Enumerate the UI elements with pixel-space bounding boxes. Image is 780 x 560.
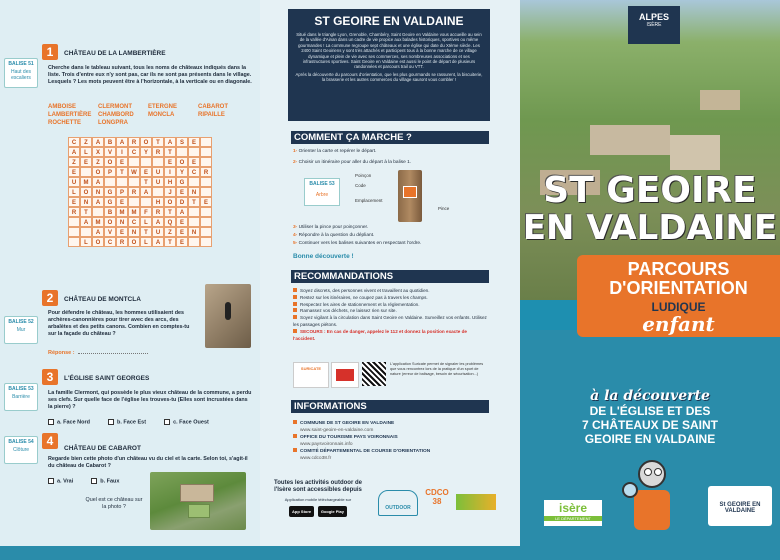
grid-cell[interactable]: Z [80,137,92,147]
grid-cell[interactable]: Z [164,227,176,237]
grid-cell[interactable] [200,147,212,157]
grid-cell[interactable]: E [68,197,80,207]
castle-name: LONGPRA [98,120,128,126]
grid-cell[interactable] [188,237,200,247]
suricate-badge [331,362,359,388]
grid-cell[interactable] [92,207,104,217]
grid-cell[interactable]: N [92,187,104,197]
balise-id: BALISE 51 [8,61,34,67]
panel-activities [0,0,260,560]
grid-cell[interactable]: C [128,147,140,157]
how-step-1: 1- Orienter la carte et repérer le départ. [293,149,377,154]
diagram-pince-label: Pince [438,206,450,211]
grid-cell[interactable]: G [104,187,116,197]
grid-cell[interactable]: A [92,177,104,187]
castle-name: AMBOISE [48,104,77,110]
grid-cell[interactable]: Y [140,147,152,157]
answer-field[interactable] [78,353,148,354]
intro-paragraph-2: Après la découverte du parcours d'orientation, que les plus gourmands se rassurent, la biscuiterie, la brasserie et les autres commerces du village sauront vous combler ! [295,71,483,83]
option-ouest[interactable]: c. Face Ouest [164,419,209,425]
info-item: COMMUNE DE ST GEOIRE EN VALDAINE [293,420,488,428]
info-url[interactable]: www.paysvoironnais.info [300,441,353,447]
grid-cell[interactable]: G [176,177,188,187]
grid-cell[interactable]: P [104,167,116,177]
grid-cell[interactable]: E [68,167,80,177]
grid-cell[interactable]: I [164,167,176,177]
castle-name: CLERMONT [98,104,132,110]
balise-label: Barrière [12,394,30,400]
grid-cell[interactable]: A [152,217,164,227]
grid-cell[interactable]: G [104,197,116,207]
how-step-2: 2- Choisir un itinéraire pour aller du départ à la balise 1. [293,160,412,165]
grid-cell[interactable]: E [188,157,200,167]
grid-cell[interactable]: B [104,137,116,147]
step-2-number: 2 [42,290,58,306]
castle-name: CABAROT [198,104,228,110]
balise-label: Mur [16,327,26,333]
grid-cell[interactable] [188,147,200,157]
intro-title: ST GEOIRE EN VALDAINE [314,14,464,28]
reco-item: Soyez vigilant à la circulation dans Saint Geoire en Valdaine. Surveillez vos enfants. Utilisez les passages piétons. [293,315,487,327]
checkbox[interactable] [164,419,170,425]
balise-52 [4,316,38,344]
grid-cell[interactable]: O [164,197,176,207]
grid-cell[interactable]: L [140,237,152,247]
castle-list [48,103,248,127]
castle-name [148,119,198,127]
grid-cell[interactable]: E [116,227,128,237]
suricate-logo: SURICATE [293,362,329,388]
balise-id: BALISE 52 [8,319,34,325]
grid-cell[interactable]: R [68,207,80,217]
grid-cell[interactable]: O [92,167,104,177]
grid-cell[interactable]: B [104,207,116,217]
reco-item: Ramassez vos déchets, ne laissez rien sur site. [293,308,488,315]
grid-cell[interactable]: H [152,197,164,207]
grid-cell[interactable]: Z [92,157,104,167]
grid-cell[interactable]: T [140,177,152,187]
grid-cell[interactable] [188,217,200,227]
balise-id: BALISE 53 [8,386,34,392]
grid-cell[interactable]: N [188,187,200,197]
alpes-isere-logo: ALPES ISÈRE [628,6,680,44]
grid-cell[interactable]: F [140,207,152,217]
grid-cell[interactable]: U [68,177,80,187]
how-step-3: 3- Utiliser la pince pour poinçonner. [293,225,369,230]
grid-cell[interactable] [68,227,80,237]
balise-53 [4,383,38,411]
balise-diagram-card [304,178,340,206]
grid-cell[interactable]: L [80,147,92,157]
checkbox[interactable] [48,419,54,425]
cdco-logo: CDCO 38 [425,488,449,506]
option-faux[interactable]: b. Faux [91,478,119,484]
grid-cell[interactable]: E [164,157,176,167]
diagram-balise-id: BALISE 53 [309,181,335,187]
grid-cell[interactable]: A [92,137,104,147]
grid-cell[interactable]: E [116,197,128,207]
grid-cell[interactable]: D [176,197,188,207]
grid-cell[interactable]: T [80,207,92,217]
diagram-poincon-label: Poinçon [355,173,372,178]
grid-cell[interactable]: A [116,137,128,147]
cover-title-line-2: EN VALDAINE [522,208,778,248]
grid-cell[interactable] [176,147,188,157]
grid-cell[interactable]: R [116,237,128,247]
step-4-title: CHÂTEAU DE CABAROT [64,445,141,452]
option-vrai[interactable]: a. Vrai [48,478,73,484]
grid-cell[interactable]: U [152,167,164,177]
grid-cell[interactable]: O [104,217,116,227]
grid-cell[interactable] [200,237,212,247]
balise-label: Clôture [12,447,30,453]
grid-cell[interactable] [200,137,212,147]
ludique-label: LUDIQUE [651,300,706,314]
reco-title: RECOMMANDATIONS [291,270,489,283]
step-3-title: L'ÉGLISE SAINT GEORGES [64,375,150,382]
grid-cell[interactable] [200,207,212,217]
bottom-strip [0,546,780,560]
balise-51 [4,58,38,88]
grid-cell[interactable] [152,187,164,197]
grid-cell[interactable]: M [80,177,92,187]
castle-name: LAMBERTIÈRE [48,112,92,118]
step-2-question: Pour défendre le château, les hommes utilisaient des archères-canonnières pour tirer avec des arcs, des arbalètes et des petits canons. Combien en comptes-tu sur la façade du château ? [48,310,190,337]
commune-logo: St GEOIRE EN VALDAINE [708,486,772,526]
grid-cell[interactable]: R [128,137,140,147]
grid-cell[interactable]: N [80,197,92,207]
option-est[interactable]: b. Face Est [108,419,146,425]
grid-cell[interactable]: U [152,177,164,187]
info-list [293,420,488,462]
grid-cell[interactable] [128,197,140,207]
grid-cell[interactable]: T [164,207,176,217]
outdoor-sub: Application mobile téléchargeable sur [284,497,352,502]
grid-cell[interactable]: X [92,147,104,157]
grid-cell[interactable]: A [152,237,164,247]
montcla-photo [205,284,251,348]
grid-cell[interactable]: T [140,227,152,237]
option-nord[interactable]: a. Face Nord [48,419,90,425]
grid-cell[interactable] [116,177,128,187]
grid-cell[interactable]: C [68,137,80,147]
outdoor-logo: OUTDOOR [378,490,418,516]
grid-cell[interactable]: O [80,187,92,197]
grid-cell[interactable]: N [128,227,140,237]
outdoor-promo [272,480,364,518]
grid-cell[interactable]: A [92,227,104,237]
grid-cell[interactable]: A [176,207,188,217]
bonne-decouverte: Bonne découverte ! [293,253,354,260]
answer-line [48,350,148,356]
reco-list [293,288,488,342]
grid-cell[interactable]: I [116,147,128,157]
step-3-question: La famille Clermont, qui possède le plus vieux château de la commune, a perdu ses clefs. Sur quelle face de l'église les trouves-tu (Elles sont incrustées dans la pierre) ? [48,390,252,410]
grid-cell[interactable]: O [92,237,104,247]
app-store-button[interactable]: App Store [289,506,314,517]
how-step-5: 5- Continuer vers les balises suivantes en respectant l'ordre. [293,241,422,246]
grid-cell[interactable]: S [176,137,188,147]
grid-cell[interactable] [104,177,116,187]
grid-cell[interactable]: E [80,157,92,167]
reco-item: Respectez les aires de stationnement et la réglementation. [293,302,488,309]
grid-cell[interactable]: E [176,187,188,197]
step-3-number: 3 [42,369,58,385]
grid-cell[interactable]: A [68,147,80,157]
grid-cell[interactable]: Q [164,217,176,227]
grid-cell[interactable]: E [200,197,212,207]
mascot-illustration [620,452,680,544]
grid-cell[interactable]: E [176,217,188,227]
grid-cell[interactable] [188,177,200,187]
grid-cell[interactable]: E [188,137,200,147]
intro-paragraph-1: Situé dans le triangle Lyon, Grenoble, Chambéry, Saint Geoire en Valdaine vous accueille au sein de la vallée d'Ainan dans un cadre de vie propice aux balades historiques, sportives ou même gourmandes ! La commune regroupe sept châteaux et une église qui date du XIème siècle. Les 2400 Saint Geoiriens y sont très attachés et participent tous à la bonne marche de ce village dynamique et plein de vie avec ses commerces, ses nombreuses associations et ses infrastructures sportives. Saint Geoire en Valdaine est aussi le point de départ de plusieurs randonnées et parcours trail ou VTT. [296,32,482,70]
photo-caption: Quel est ce château sur la photo ? [85,497,143,510]
grid-cell[interactable] [140,197,152,207]
grid-cell[interactable]: N [188,227,200,237]
how-title: COMMENT ÇA MARCHE ? [291,131,489,144]
info-url[interactable]: www.cdco38.fr [300,455,332,461]
grid-cell[interactable]: M [116,207,128,217]
grid-cell[interactable] [68,217,80,227]
grid-cell[interactable]: C [128,217,140,227]
grid-cell[interactable]: T [164,147,176,157]
info-title: INFORMATIONS [291,400,489,413]
isere-department-logo: isère LE DÉPARTEMENT [544,500,602,526]
grid-cell[interactable] [200,157,212,167]
grid-cell[interactable]: P [116,187,128,197]
suricate-text: L'application Suricate permet de signaler les problèmes que vous rencontrez lors de la pratique d'un sport de nature (erreur de balisage, besoin de sécurisation...) [390,362,484,376]
step-1-title: CHÂTEAU DE LA LAMBERTIÈRE [64,50,166,57]
grid-cell[interactable] [68,237,80,247]
grid-cell[interactable] [128,157,140,167]
grid-cell[interactable]: O [176,157,188,167]
checkbox[interactable] [48,478,54,484]
grid-cell[interactable]: E [116,157,128,167]
castle-name: ROCHETTE [48,120,81,126]
grid-cell[interactable]: E [176,227,188,237]
checkbox[interactable] [91,478,97,484]
answer-label: Réponse : [48,350,75,356]
grid-cell[interactable]: V [104,227,116,237]
grid-cell[interactable]: A [92,197,104,207]
partner-logo [456,494,496,510]
grid-cell[interactable] [140,157,152,167]
step-4-options [48,478,119,484]
grid-cell[interactable]: Y [176,167,188,177]
step-2-title: CHÂTEAU DE MONTCLA [64,296,141,303]
checkbox[interactable] [108,419,114,425]
balise-label: Haut des escaliers [10,69,31,81]
step-1-number: 1 [42,44,58,60]
grid-cell[interactable] [200,177,212,187]
grid-cell[interactable]: R [128,187,140,197]
grid-cell[interactable]: U [152,227,164,237]
wooden-post-image [398,170,422,222]
step-1-question: Cherche dans le tableau suivant, tous les noms de châteaux indiqués dans la liste. Trois d'entre eux n'y sont pas, car ils ne sont pas présents dans le village. Lesquels ? Les mots peuvent être à l'horizontale, à la verticale ou en diagonale. [48,65,252,85]
cabarot-aerial-photo [150,472,246,530]
grid-cell[interactable]: M [92,217,104,227]
grid-cell[interactable] [188,207,200,217]
castle-name: MONCLA [148,112,175,118]
reco-item: Restez sur les itinéraires, ne coupez pas à travers les champs. [293,295,488,302]
castle-name [198,119,248,127]
grid-cell[interactable]: M [128,207,140,217]
grid-cell[interactable]: L [68,187,80,197]
diagram-emplacement-label: Emplacement [355,198,383,203]
grid-cell[interactable] [80,167,92,177]
reco-secours: SECOURS : En cas de danger, appelez le 112 et donnez la position exacte de l'accident. [293,328,467,341]
grid-cell[interactable]: T [152,137,164,147]
grid-cell[interactable] [128,177,140,187]
grid-cell[interactable]: R [152,147,164,157]
step-4-question: Regarde bien cette photo d'un château vu du ciel et la carte. Selon toi, s'agit-il du château de Cabarot ? [48,456,248,469]
info-item: COMITÉ DÉPARTEMENTAL DE COURSE D'ORIENTATION [293,448,488,456]
grid-cell[interactable]: A [140,187,152,197]
info-url[interactable]: www.saint-geoire-en-valdaine.com [300,427,374,433]
balise-54 [4,436,38,464]
grid-cell[interactable]: O [140,137,152,147]
outdoor-text: Toutes les activités outdoor de l'Isère sont accessibles depuis [274,480,362,493]
grid-cell[interactable]: N [116,217,128,227]
grid-cell[interactable] [152,157,164,167]
castle-name: RIPAILLE [198,112,225,118]
grid-cell[interactable]: L [140,217,152,227]
grid-cell[interactable]: E [140,167,152,177]
grid-cell[interactable]: C [188,167,200,177]
grid-cell[interactable]: A [164,137,176,147]
grid-cell[interactable]: L [80,237,92,247]
grid-cell[interactable] [200,217,212,227]
grid-cell[interactable]: W [128,167,140,177]
castle-name: ETERGNE [148,104,178,110]
castle-name: CHAMBORD [98,112,134,118]
step-3-options [48,419,209,425]
grid-cell[interactable]: R [200,167,212,177]
grid-cell[interactable] [200,187,212,197]
how-step-4: 4- Répondre à la question du dépliant. [293,233,375,238]
grid-cell[interactable]: T [188,197,200,207]
diagram-code-label: Code [355,183,366,188]
google-play-button[interactable]: Google Play [318,506,347,517]
word-search-grid [68,137,212,247]
grid-cell[interactable]: H [164,177,176,187]
grid-cell[interactable]: C [104,237,116,247]
enfant-label: enfant [642,312,715,336]
grid-cell[interactable]: A [80,217,92,227]
grid-cell[interactable]: J [164,187,176,197]
grid-cell[interactable] [200,227,212,237]
reco-item: Soyez discrets, des personnes vivent et travaillent au quotidien. [293,288,488,295]
grid-cell[interactable] [80,227,92,237]
grid-cell[interactable]: Z [68,157,80,167]
qr-code[interactable] [362,362,386,386]
cover-title-line-1: ST GEOIRE [543,170,757,211]
grid-cell[interactable]: T [164,237,176,247]
grid-cell[interactable]: O [104,157,116,167]
grid-cell[interactable]: T [116,167,128,177]
discovery-text: à la découverte DE L'ÉGLISE ET DES 7 CHÂTEAUX DE SAINT GEOIRE EN VALDAINE [581,388,718,446]
grid-cell[interactable]: R [152,207,164,217]
parcours-title: PARCOURS D'ORIENTATION [609,259,748,298]
intro-box [288,9,490,121]
grid-cell[interactable]: O [128,237,140,247]
grid-cell[interactable]: V [104,147,116,157]
balise-id: BALISE 54 [8,439,34,445]
diagram-label: Arbre [315,192,329,198]
step-4-number: 4 [42,433,58,449]
info-item: OFFICE DU TOURISME PAYS VOIRONNAIS [293,434,488,442]
grid-cell[interactable]: E [176,237,188,247]
